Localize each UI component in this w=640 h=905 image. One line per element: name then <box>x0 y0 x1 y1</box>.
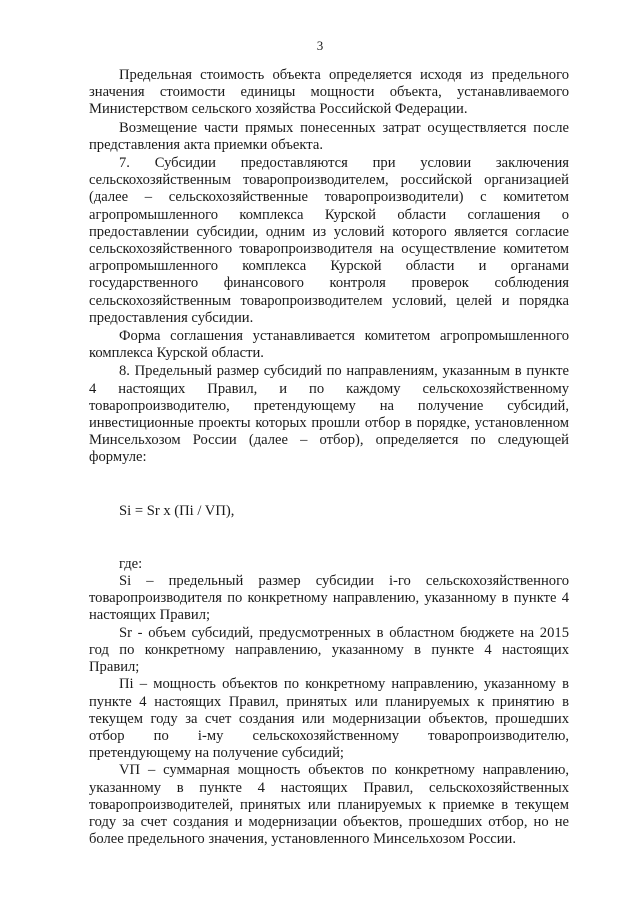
page-number: 3 <box>316 38 324 53</box>
definition-sr: Sr - объем субсидий, предусмотренных в областном бюджете на 2015 год по конкретному направлению, указанному в пункте 4 настоящих Правил; <box>89 624 569 676</box>
definition-pi: Пi – мощность объектов по конкретному направлению, указанному в пункте 4 настоящих Правил, принятых или планируемых к принятию в текущем году за счет создания или модернизации объектов, прошедших отбор по i-му сельскохозяйственному товаропроизводителю, претендующему на получение субсидий; <box>89 676 569 762</box>
definition-si: Si – предельный размер субсидии i-го сельскохозяйственного товаропроизводителя по конкретному направлению, указанному в пункте 4 настоящих Правил; <box>89 573 569 624</box>
subsidy-formula: Si = Sr x (Пi / VП), <box>119 502 235 519</box>
definition-vp: VП – суммарная мощность объектов по конкретному направлению, указанному в пункте 4 настоящих Правил, сельскохозяйственных товаропроизводителей, принятых или планируемых к приемке в текущем году за счет создания и модернизации объектов, прошедших отбор, но не более предельного значения, установленного Минсельхозом России. <box>89 762 569 848</box>
paragraph-max-cost: Предельная стоимость объекта определяется исходя из предельного значения стоимости единицы мощности объекта, устанавливаемого Министерством сельского хозяйства Российской Федерации. <box>89 67 569 118</box>
paragraph-item-7: 7. Субсидии предоставляются при условии заключения сельскохозяйственным товаропроизводителем, российской организацией (далее – сельскохозяйственные товаропроизводители) с комитетом агропромышленного комплекса Курской области соглашения о предоставлении субсидии, одним из условий которого является согласие сельскохозяйственного товаропроизводителя на осуществление комитетом агропромышленного комплекса Курской области и органами государственного финансового контроля проверок соблюдения сельскохозяйственным товаропроизводителем условий, целей и порядка предоставления субсидии. <box>89 155 569 326</box>
where-label: где: <box>119 555 143 572</box>
document-body <box>89 67 569 848</box>
paragraph-agreement-form: Форма соглашения устанавливается комитетом агропромышленного комплекса Курской области. <box>89 328 569 362</box>
paragraph-reimbursement: Возмещение части прямых понесенных затрат осуществляется после представления акта приемки объекта. <box>89 119 569 153</box>
paragraph-item-8: 8. Предельный размер субсидий по направлениям, указанным в пункте 4 настоящих Правил, и по каждому сельскохозяйственному товаропроизводителю, претендующему на получение субсидий, инвестиционные проекты которых прошли отбор в порядке, установленном Минсельхозом России (далее – отбор), определяется по следующей формуле: <box>89 363 569 466</box>
